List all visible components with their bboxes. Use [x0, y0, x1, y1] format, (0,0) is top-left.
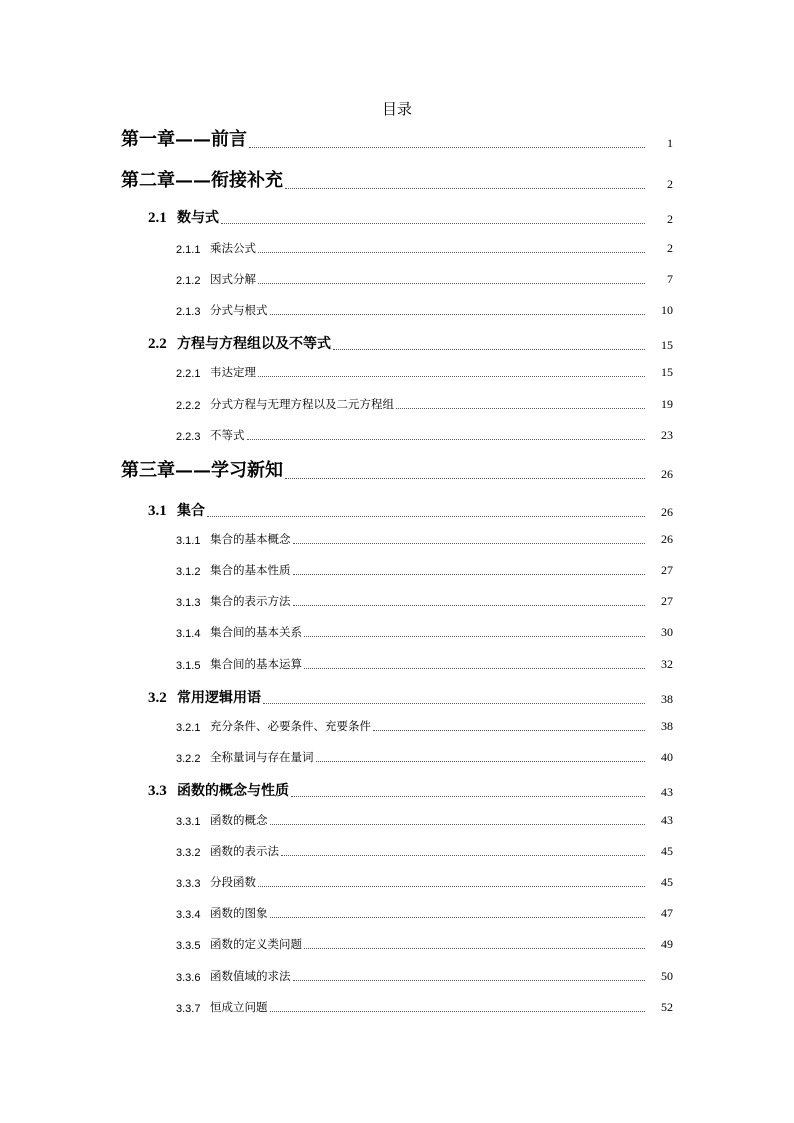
toc-entry-number: 3.1.4 — [176, 628, 201, 640]
toc-entry-label: 函数的概念与性质 — [177, 783, 289, 799]
toc-entry-label: 分式与根式 — [210, 303, 268, 317]
toc-entry-subsection — [176, 238, 673, 256]
toc-entry-subsection — [176, 560, 673, 578]
toc-entry-page: 15 — [661, 365, 673, 379]
toc-entry-page: 19 — [661, 397, 673, 411]
leader-dots — [304, 948, 645, 949]
leader-dots — [221, 223, 645, 224]
toc-entry-label: 集合间的基本关系 — [210, 625, 302, 639]
toc-entry-number: 3.2.2 — [176, 753, 201, 765]
toc-entry-chapter — [121, 458, 673, 482]
toc-entry-page: 43 — [661, 813, 673, 827]
toc-entry-page: 30 — [661, 625, 673, 639]
toc-entry-label: 函数的定义类问题 — [210, 937, 302, 951]
leader-dots — [263, 703, 645, 704]
leader-dots — [270, 824, 646, 825]
toc-entry-label: 韦达定理 — [210, 365, 256, 379]
toc-entry-number: 2.2.3 — [176, 431, 201, 443]
toc-entry-subsection — [176, 966, 673, 984]
toc-entry-label: 恒成立问题 — [210, 1000, 268, 1014]
toc-entry-page: 23 — [661, 428, 673, 442]
toc-entry-number: 3.3 — [148, 783, 167, 799]
toc-entry-subsection — [176, 934, 673, 952]
toc-entry-page: 1 — [667, 136, 673, 150]
toc-entry-label: 充分条件、必要条件、充要条件 — [210, 719, 371, 733]
toc-entry-number: 3.3.7 — [176, 1003, 201, 1015]
toc-entry-subsection — [176, 622, 673, 640]
toc-entry-page: 40 — [661, 750, 673, 764]
leader-dots — [258, 283, 645, 284]
toc-entry-page: 50 — [661, 969, 673, 983]
toc-entry-page: 15 — [661, 338, 673, 352]
toc-entry-section — [148, 205, 673, 227]
toc-entry-label: 函数的概念 — [210, 813, 268, 827]
toc-entry-number: 2.2.1 — [176, 368, 201, 380]
toc-entry-number: 3.3.4 — [176, 909, 201, 921]
toc-entry-page: 27 — [661, 563, 673, 577]
toc-entry-subsection — [176, 394, 673, 412]
leader-dots — [270, 1011, 646, 1012]
leader-dots — [304, 668, 645, 669]
toc-entry-subsection — [176, 425, 673, 443]
toc-entry-label: 第一章——前言 — [121, 129, 247, 150]
toc-entry-page: 45 — [661, 844, 673, 858]
toc-entry-page: 27 — [661, 594, 673, 608]
leader-dots — [316, 761, 646, 762]
toc-entry-chapter — [121, 127, 673, 151]
toc-entry-label: 函数的图象 — [210, 906, 268, 920]
leader-dots — [258, 886, 645, 887]
toc-entry-subsection — [176, 747, 673, 765]
toc-entry-label: 集合的基本概念 — [210, 532, 291, 546]
toc-entry-label: 分段函数 — [210, 875, 256, 889]
toc-entry-label: 常用逻辑用语 — [177, 690, 261, 706]
toc-entry-number: 3.3.6 — [176, 972, 201, 984]
toc-entry-number: 3.1.2 — [176, 566, 201, 578]
leader-dots — [285, 478, 645, 479]
toc-entry-number: 2.1.3 — [176, 306, 201, 318]
leader-dots — [270, 314, 646, 315]
leader-dots — [270, 917, 646, 918]
toc-entry-number: 3.1.5 — [176, 660, 201, 672]
toc-entry-label: 不等式 — [210, 428, 245, 442]
toc-entry-page: 32 — [661, 657, 673, 671]
leader-dots — [293, 980, 646, 981]
leader-dots — [396, 408, 645, 409]
toc-entry-subsection — [176, 841, 673, 859]
toc-entry-subsection — [176, 997, 673, 1015]
toc-entry-label: 全称量词与存在量词 — [210, 750, 314, 764]
leader-dots — [291, 796, 645, 797]
toc-entry-page: 26 — [661, 505, 673, 519]
toc-entry-number: 3.1.1 — [176, 535, 201, 547]
toc-entry-number: 2.2.2 — [176, 400, 201, 412]
toc-entry-number: 3.2.1 — [176, 722, 201, 734]
toc-entry-section — [148, 498, 673, 520]
toc-entry-subsection — [176, 300, 673, 318]
toc-entry-page: 43 — [661, 785, 673, 799]
toc-entry-number: 3.1 — [148, 503, 167, 519]
toc-entry-number: 3.2 — [148, 690, 167, 706]
toc-entry-section — [148, 331, 673, 353]
toc-entry-subsection — [176, 716, 673, 734]
toc-entry-subsection — [176, 654, 673, 672]
toc-entry-subsection — [176, 872, 673, 890]
toc-entry-subsection — [176, 810, 673, 828]
toc-entry-page: 2 — [667, 241, 673, 255]
toc-entry-number: 3.3.1 — [176, 816, 201, 828]
toc-entry-label: 第二章——衔接补充 — [121, 170, 283, 191]
toc-entry-label: 函数值域的求法 — [210, 969, 291, 983]
toc-entry-page: 49 — [661, 937, 673, 951]
toc-entry-label: 集合的表示方法 — [210, 594, 291, 608]
toc-entry-label: 第三章——学习新知 — [121, 460, 283, 481]
toc-entry-page: 26 — [661, 532, 673, 546]
leader-dots — [207, 516, 645, 517]
toc-entry-label: 集合的基本性质 — [210, 563, 291, 577]
toc-entry-label: 数与式 — [177, 210, 219, 226]
toc-entry-page: 26 — [661, 467, 673, 481]
toc-entry-page: 2 — [667, 177, 673, 191]
toc-entry-subsection — [176, 903, 673, 921]
toc-entry-subsection — [176, 591, 673, 609]
toc-entry-page: 52 — [661, 1000, 673, 1014]
leader-dots — [258, 376, 645, 377]
leader-dots — [258, 252, 645, 253]
toc-entry-number: 2.1.1 — [176, 244, 201, 256]
toc-entry-label: 方程与方程组以及不等式 — [177, 336, 331, 352]
toc-entry-page: 45 — [661, 875, 673, 889]
leader-dots — [293, 574, 646, 575]
toc-entry-subsection — [176, 529, 673, 547]
leader-dots — [249, 147, 645, 148]
leader-dots — [281, 855, 645, 856]
toc-entry-section — [148, 778, 673, 800]
leader-dots — [304, 636, 645, 637]
toc-entry-number: 2.1 — [148, 210, 167, 226]
toc-entry-page: 7 — [667, 272, 673, 286]
toc-entry-subsection — [176, 362, 673, 380]
leader-dots — [373, 730, 645, 731]
leader-dots — [285, 188, 645, 189]
toc-entry-label: 因式分解 — [210, 272, 256, 286]
leader-dots — [293, 605, 646, 606]
toc-entry-page: 38 — [661, 692, 673, 706]
toc-entry-label: 集合间的基本运算 — [210, 657, 302, 671]
toc-entry-label: 函数的表示法 — [210, 844, 279, 858]
toc-entry-label: 集合 — [177, 503, 205, 519]
toc-entry-number: 3.1.3 — [176, 597, 201, 609]
toc-entry-page: 2 — [667, 212, 673, 226]
toc-entry-number: 3.3.3 — [176, 878, 201, 890]
toc-entry-page: 10 — [661, 303, 673, 317]
toc-title: 目录 — [381, 100, 412, 118]
leader-dots — [293, 543, 646, 544]
toc-entry-number: 3.3.2 — [176, 847, 201, 859]
toc-entry-label: 分式方程与无理方程以及二元方程组 — [210, 397, 394, 411]
toc-entry-page: 47 — [661, 906, 673, 920]
leader-dots — [247, 439, 646, 440]
leader-dots — [333, 349, 645, 350]
toc-entry-chapter — [121, 168, 673, 192]
toc-entry-number: 2.2 — [148, 336, 167, 352]
toc-entry-subsection — [176, 269, 673, 287]
toc-entry-number: 3.3.5 — [176, 940, 201, 952]
toc-entry-page: 38 — [661, 719, 673, 733]
toc-entry-label: 乘法公式 — [210, 241, 256, 255]
toc-entry-section — [148, 685, 673, 707]
toc-entry-number: 2.1.2 — [176, 275, 201, 287]
